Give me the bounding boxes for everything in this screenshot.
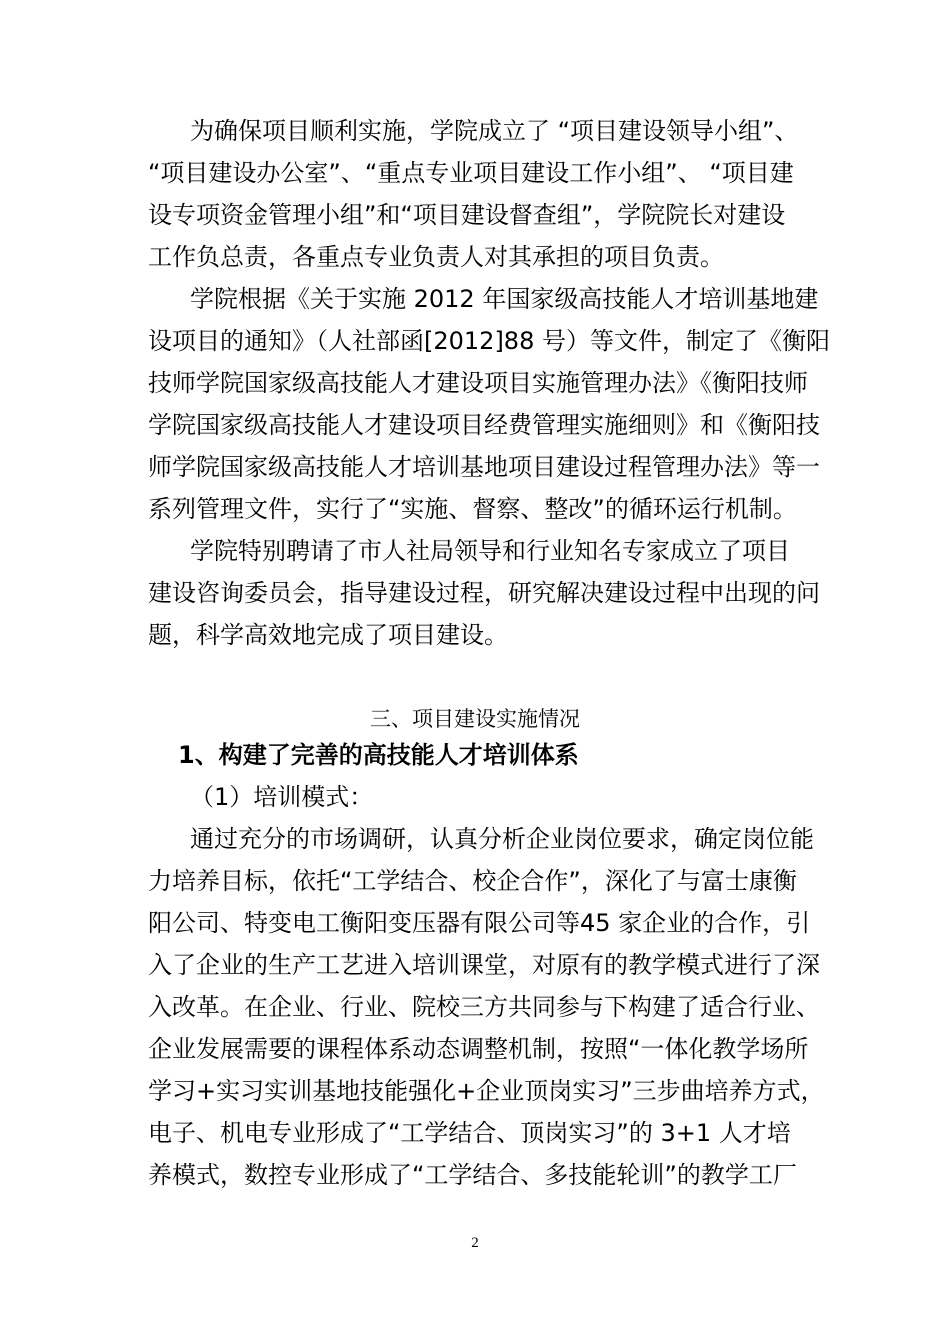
paragraph-3-line-3: 题，科学高效地完成了项目建设。 [148,621,508,649]
page-number: 2 [471,1235,479,1251]
paragraph-4-line-6: 企业发展需要的课程体系动态调整机制，按照“一体化教学场所 [148,1035,809,1063]
paragraph-4-line-8: 电子、机电专业形成了“工学结合、顶岗实习”的 3+1 人才培 [148,1119,791,1147]
paragraph-4-line-3: 阳公司、特变电工衡阳变压器有限公司等45 家企业的合作，引 [148,909,811,937]
section-title: 三、项目建设实施情况 [370,707,580,731]
paragraph-2-line-3: 技师学院国家级高技能人才建设项目实施管理办法》《衡阳技师 [148,369,808,397]
subheading-training-mode: （1）培训模式： [190,783,374,811]
paragraph-4-line-2: 力培养目标，依托“工学结合、校企合作”，深化了与富士康衡 [148,867,797,895]
paragraph-1-line-3: 设专项资金管理小组”和“项目建设督查组”，学院院长对建设 [148,201,786,229]
paragraph-4-line-5: 入改革。在企业、行业、院校三方共同参与下构建了适合行业、 [148,993,820,1021]
paragraph-4-line-4: 入了企业的生产工艺进入培训课堂，对原有的教学模式进行了深 [148,951,820,979]
paragraph-3-line-1: 学院特别聘请了市人社局领导和行业知名专家成立了项目 [190,537,790,565]
paragraph-2-line-4: 学院国家级高技能人才建设项目经费管理实施细则》和《衡阳技 [148,411,820,439]
paragraph-2-line-2: 设项目的通知》（人社部函[2012]88 号）等文件，制定了《衡阳 [148,327,830,355]
paragraph-1-line-1: 为确保项目顺利实施，学院成立了 “项目建设领导小组”、 [190,117,799,145]
paragraph-3-line-2: 建设咨询委员会，指导建设过程，研究解决建设过程中出现的问 [148,579,820,607]
paragraph-4-line-1: 通过充分的市场调研，认真分析企业岗位要求，确定岗位能 [190,825,814,853]
paragraph-4-line-9: 养模式，数控专业形成了“工学结合、多技能轮训”的教学工厂 [148,1161,797,1189]
paragraph-2-line-6: 系列管理文件，实行了“实施、督察、整改”的循环运行机制。 [148,495,797,523]
paragraph-4-line-7: 学习+实习实训基地技能强化+企业顶岗实习”三步曲培养方式， [148,1077,825,1105]
paragraph-1-line-2: “项目建设办公室”、“重点专业项目建设工作小组”、 “项目建 [148,159,794,187]
paragraph-2-line-5: 师学院国家级高技能人才培训基地项目建设过程管理办法》等一 [148,453,820,481]
heading-1: 1、构建了完善的高技能人才培训体系 [178,741,579,769]
paragraph-1-line-4: 工作负总责，各重点专业负责人对其承担的项目负责。 [148,243,724,271]
paragraph-2-line-1: 学院根据《关于实施 2012 年国家级高技能人才培训基地建 [190,285,819,313]
